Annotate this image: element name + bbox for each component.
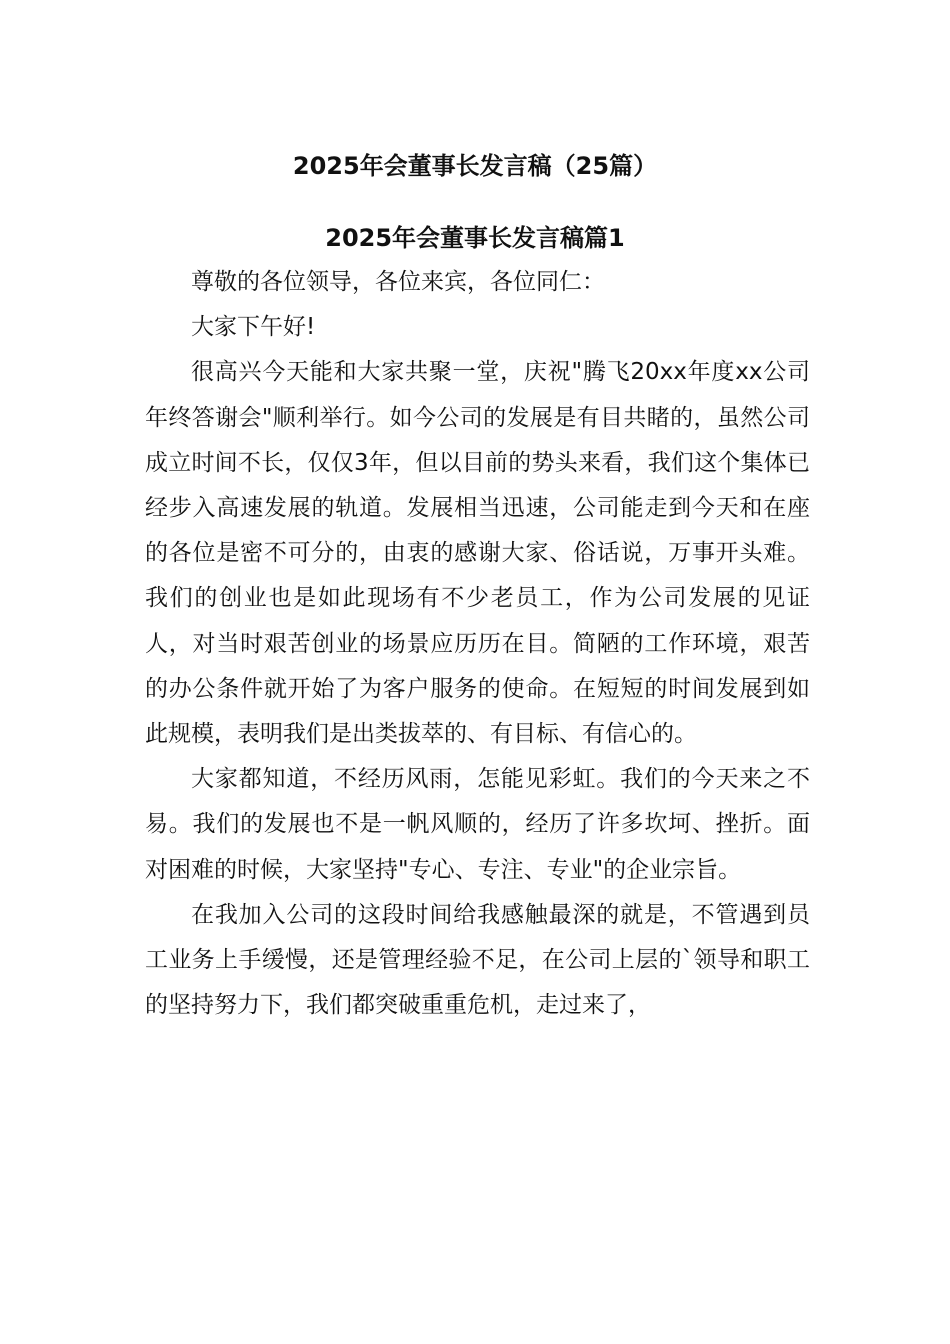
section-title: 2025年会董事长发言稿篇1: [325, 224, 625, 252]
paragraph-salutation: 尊敬的各位领导，各位来宾，各位同仁：: [191, 269, 605, 295]
paragraph-company-history: 很高兴今天能和大家共聚一堂，庆祝"腾飞20xx年度xx公司年终答谢会"顺利举行。如今公司的发展是有目共睹的，虽然公司成立时间不长，仅仅3年，但以目前的势头来看，我们这个集体已经步入高速发展的轨道。发展相当迅速，公司能走到今天和在座的各位是密不可分的，由衷的感谢大家、俗话说，万事开头难。我们的创业也是如此现场有不少老员工，作为公司发展的见证人，对当时艰苦创业的场景应历历在目。简陋的工作环境，艰苦的办公条件就开始了为客户服务的使命。在短短的时间发展到如此规模，表明我们是出类拔萃的、有目标、有信心的。: [145, 359, 810, 748]
document-title: 2025年会董事长发言稿（25篇）: [292, 152, 658, 180]
paragraph-greeting: 大家下午好!: [191, 314, 316, 341]
document-body: [145, 260, 810, 1028]
paragraph-hardships: 大家都知道，不经历风雨，怎能见彩虹。我们的今天来之不易。我们的发展也不是一帆风顺的，经历了许多坎坷、挫折。面对困难的时候，大家坚持"专心、专注、专业"的企业宗旨。: [145, 766, 810, 883]
paragraph-reflection: 在我加入公司的这段时间给我感触最深的就是，不管遇到员工业务上手缓慢，还是管理经验不足，在公司上层的`领导和职工的坚持努力下，我们都突破重重危机，走过来了，: [145, 901, 810, 1019]
